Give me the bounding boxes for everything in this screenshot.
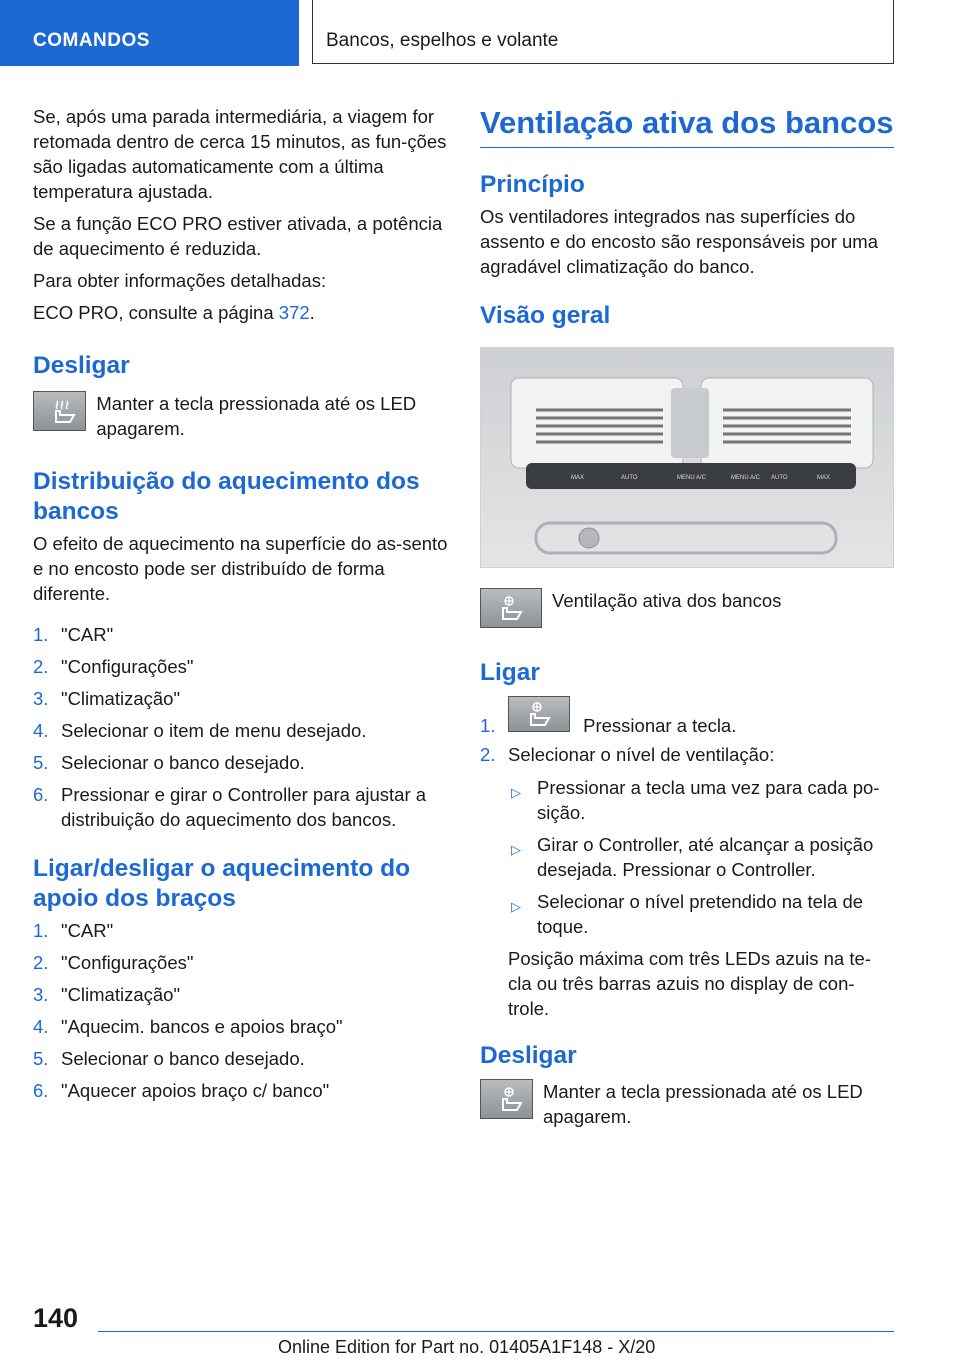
list-item: [33, 1078, 450, 1103]
step-text: "CAR": [61, 624, 114, 645]
intro-paragraph-1: Se, após uma parada intermediária, a viagem for retomada dentro de cerca 15 minutos, as fun-ções são ligadas automaticamente com a última temperatura ajustada.: [33, 106, 447, 202]
list-item: [33, 686, 450, 711]
list-item: [33, 950, 450, 975]
section-title: COMANDOS: [33, 30, 150, 51]
ligar-steps: [480, 696, 894, 1021]
list-item: [33, 622, 450, 647]
seat-heating-icon: [33, 391, 86, 431]
distribution-steps: [33, 622, 450, 832]
step-number: 6.: [33, 784, 49, 805]
photo-button-label: MAX: [571, 475, 585, 481]
climate-control-photo: [480, 347, 894, 568]
step-text: "Configurações": [61, 952, 194, 973]
photo-button-label: AUTO: [771, 475, 788, 481]
step-text: Pressionar a tecla.: [583, 715, 737, 736]
armrest-heading: Ligar/desligar o aquecimento do apoio dos braços: [33, 855, 411, 912]
step-number: 2.: [33, 952, 49, 973]
chapter-title: Bancos, espelhos e volante: [326, 30, 559, 51]
step-text: "Aquecer apoios braço c/ banco": [61, 1080, 330, 1101]
option-text: Selecionar o nível pretendido na tela de toque.: [537, 891, 864, 937]
title-block: [480, 104, 894, 148]
step-number: 5.: [33, 752, 49, 773]
list-item: [508, 889, 894, 939]
step-number: 2.: [33, 656, 49, 677]
step-text: Pressionar e girar o Controller para ajustar a distribuição do aquecimento dos bancos.: [61, 784, 427, 830]
section-tab: [0, 0, 299, 66]
page-title: Ventilação ativa dos bancos: [480, 105, 894, 140]
chapter-box: [312, 0, 894, 64]
step-number: 6.: [33, 1080, 49, 1101]
step-text: "CAR": [61, 920, 114, 941]
list-item: [33, 782, 450, 832]
option-text: Pressionar a tecla uma vez para cada po-sição.: [537, 777, 880, 823]
visao-heading: Visão geral: [480, 302, 611, 329]
step-number: 3.: [33, 688, 49, 709]
step-number: 2.: [480, 744, 496, 765]
eco-pro-text: ECO PRO, consulte a página: [33, 302, 279, 323]
icon-caption: Ventilação ativa dos bancos: [552, 590, 782, 611]
principio-heading: Princípio: [480, 171, 585, 198]
climate-panel-illustration: [481, 348, 894, 568]
step-text: Selecionar o nível de ventilação:: [508, 744, 775, 765]
step-number: 5.: [33, 1048, 49, 1069]
step-text: "Aquecim. bancos e apoios braço": [61, 1016, 343, 1037]
list-item: [33, 1046, 450, 1071]
step-number: 1.: [480, 715, 496, 736]
photo-button-label: MENU A/C: [731, 475, 761, 481]
list-item: [33, 654, 450, 679]
photo-button-label: AUTO: [621, 475, 638, 481]
seat-ventilation-icon: [508, 696, 570, 732]
step-number: 4.: [33, 1016, 49, 1037]
intro-paragraph-2: Se a função ECO PRO estiver ativada, a potência de aquecimento é reduzida.: [33, 213, 443, 259]
intro-paragraph-3: Para obter informações detalhadas:: [33, 270, 327, 291]
page-number: 140: [33, 1303, 79, 1333]
list-item: [33, 718, 450, 743]
list-item: [33, 918, 450, 943]
distribution-heading: Distribuição do aquecimento dos bancos: [33, 468, 420, 525]
seat-ventilation-icon: [480, 588, 542, 628]
triangle-right-icon: ▷: [511, 842, 521, 857]
desligar-row-left: [33, 391, 450, 441]
list-item: [480, 696, 894, 738]
step-number: 3.: [33, 984, 49, 1005]
seat-ventilation-icon: [480, 1079, 533, 1119]
principio-text: Os ventiladores integrados nas superfícies do assento e do encosto são responsáveis por uma agradável climatização do banco.: [480, 206, 878, 277]
step-text: Selecionar o banco desejado.: [61, 752, 305, 773]
step-text: Selecionar o banco desejado.: [61, 1048, 305, 1069]
list-item: [480, 742, 894, 1021]
step-number: 4.: [33, 720, 49, 741]
ligar-note: Posição máxima com três LEDs azuis na te-cla ou três barras azuis no display de con-trole.: [508, 948, 871, 1019]
right-column: [480, 104, 894, 1129]
armrest-steps: [33, 918, 450, 1103]
ventilation-options: [508, 775, 894, 939]
desligar-text-right: Manter a tecla pressionada até os LED apagarem.: [542, 1081, 863, 1127]
desligar-row-right: [480, 1079, 894, 1129]
step-text: "Climatização": [61, 984, 181, 1005]
intro-paragraph-4: [33, 300, 450, 325]
left-column: [33, 104, 450, 1110]
ventilation-icon-caption-row: [480, 588, 894, 628]
page-link[interactable]: 372: [278, 302, 310, 323]
triangle-right-icon: ▷: [511, 785, 521, 800]
step-number: 1.: [33, 920, 49, 941]
step-text: "Configurações": [61, 656, 194, 677]
ligar-heading: Ligar: [480, 659, 540, 686]
footer-edition: Online Edition for Part no. 01405A1F148 - X/20: [278, 1337, 656, 1357]
list-item: [33, 1014, 450, 1039]
desligar-heading-left: Desligar: [33, 352, 130, 379]
step-number: 1.: [33, 624, 49, 645]
distribution-text: O efeito de aquecimento na superfície do as-sento e no encosto pode ser distribuído de forma diferente.: [33, 533, 448, 604]
desligar-text-left: Manter a tecla pressionada até os LED apagarem.: [96, 393, 417, 439]
desligar-heading-right: Desligar: [480, 1042, 577, 1069]
option-text: Girar o Controller, até alcançar a posição desejada. Pressionar o Controller.: [537, 834, 874, 880]
list-item: [508, 832, 894, 882]
step-text: "Climatização": [61, 688, 181, 709]
list-item: [508, 775, 894, 825]
period: .: [309, 302, 315, 323]
photo-button-label: MENU A/C: [677, 475, 707, 481]
triangle-right-icon: ▷: [511, 899, 521, 914]
photo-button-label: MAX: [817, 475, 831, 481]
step-text: Selecionar o item de menu desejado.: [61, 720, 367, 741]
list-item: [33, 750, 450, 775]
list-item: [33, 982, 450, 1007]
footer-divider: [98, 1331, 894, 1332]
